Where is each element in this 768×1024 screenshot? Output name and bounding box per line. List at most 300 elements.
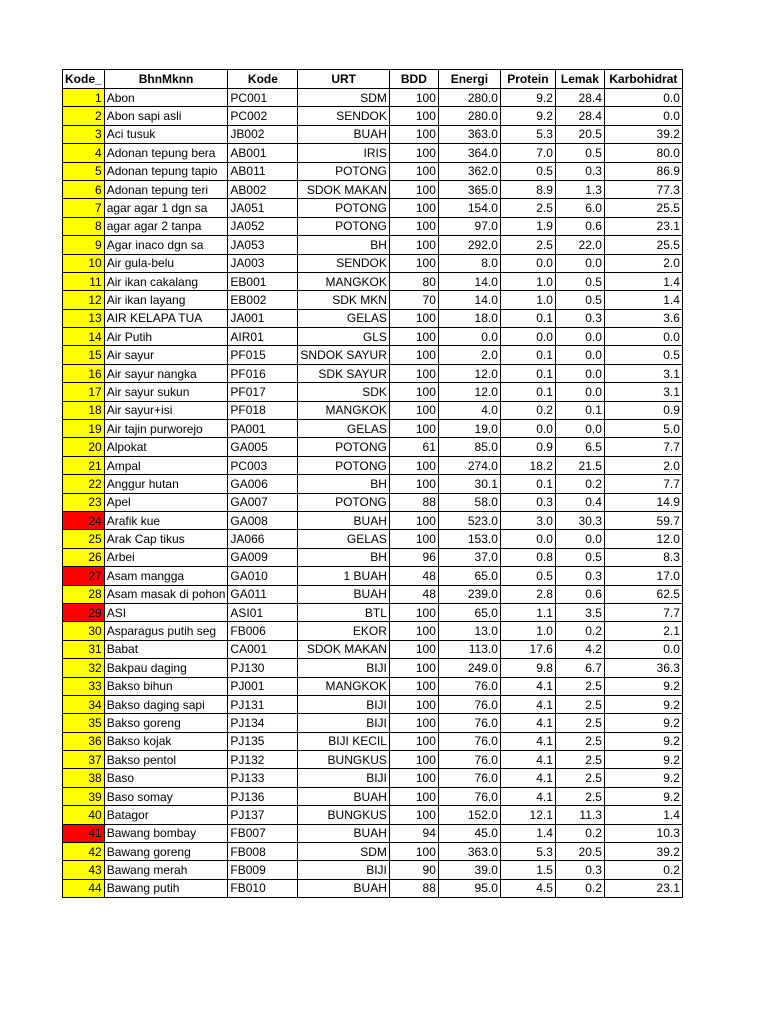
cell-bhnmknn[interactable]: Arak Cap tikus	[104, 530, 228, 548]
cell-no[interactable]: 26	[63, 548, 105, 566]
cell-urt[interactable]: SDM	[298, 843, 389, 861]
cell-karbohidrat[interactable]: 0.0	[604, 107, 682, 125]
cell-no[interactable]: 39	[63, 787, 105, 805]
cell-bhnmknn[interactable]: Anggur hutan	[104, 475, 228, 493]
cell-lemak[interactable]: 11.3	[555, 806, 604, 824]
cell-karbohidrat[interactable]: 3.1	[604, 383, 682, 401]
cell-bhnmknn[interactable]: Bawang bombay	[104, 824, 228, 842]
cell-bdd[interactable]: 100	[389, 530, 438, 548]
cell-lemak[interactable]: 30.3	[555, 511, 604, 529]
cell-lemak[interactable]: 0.1	[555, 401, 604, 419]
cell-kode[interactable]: FB009	[228, 861, 298, 879]
cell-no[interactable]: 7	[63, 199, 105, 217]
cell-lemak[interactable]: 6.7	[555, 659, 604, 677]
cell-kode[interactable]: FB008	[228, 843, 298, 861]
cell-energi[interactable]: 85.0	[438, 438, 500, 456]
cell-kode[interactable]: PJ135	[228, 732, 298, 750]
cell-bdd[interactable]: 100	[389, 659, 438, 677]
cell-protein[interactable]: 1.1	[500, 603, 555, 621]
cell-kode[interactable]: GA006	[228, 475, 298, 493]
cell-kode[interactable]: JA001	[228, 309, 298, 327]
cell-bdd[interactable]: 100	[389, 475, 438, 493]
cell-energi[interactable]: 113.0	[438, 640, 500, 658]
cell-bdd[interactable]: 100	[389, 806, 438, 824]
cell-lemak[interactable]: 0.6	[555, 217, 604, 235]
cell-bdd[interactable]: 100	[389, 751, 438, 769]
cell-urt[interactable]: SNDOK SAYUR	[298, 346, 389, 364]
cell-energi[interactable]: 19.0	[438, 420, 500, 438]
cell-protein[interactable]: 0.0	[500, 254, 555, 272]
cell-bdd[interactable]: 100	[389, 199, 438, 217]
cell-bhnmknn[interactable]: Batagor	[104, 806, 228, 824]
cell-energi[interactable]: 363.0	[438, 125, 500, 143]
cell-lemak[interactable]: 6.5	[555, 438, 604, 456]
cell-lemak[interactable]: 0.0	[555, 530, 604, 548]
cell-protein[interactable]: 0.1	[500, 364, 555, 382]
cell-bhnmknn[interactable]: Abon	[104, 89, 228, 107]
cell-kode[interactable]: FB010	[228, 879, 298, 897]
cell-protein[interactable]: 0.1	[500, 346, 555, 364]
cell-protein[interactable]: 0.0	[500, 530, 555, 548]
cell-energi[interactable]: 58.0	[438, 493, 500, 511]
cell-karbohidrat[interactable]: 62.5	[604, 585, 682, 603]
cell-no[interactable]: 19	[63, 420, 105, 438]
cell-karbohidrat[interactable]: 9.2	[604, 769, 682, 787]
cell-karbohidrat[interactable]: 80.0	[604, 144, 682, 162]
cell-urt[interactable]: BUNGKUS	[298, 751, 389, 769]
cell-kode[interactable]: PC003	[228, 456, 298, 474]
cell-urt[interactable]: BUAH	[298, 511, 389, 529]
cell-energi[interactable]: 14.0	[438, 272, 500, 290]
cell-karbohidrat[interactable]: 7.7	[604, 475, 682, 493]
cell-energi[interactable]: 152.0	[438, 806, 500, 824]
cell-lemak[interactable]: 2.5	[555, 769, 604, 787]
cell-bdd[interactable]: 48	[389, 585, 438, 603]
cell-no[interactable]: 3	[63, 125, 105, 143]
cell-karbohidrat[interactable]: 8.3	[604, 548, 682, 566]
cell-no[interactable]: 16	[63, 364, 105, 382]
cell-no[interactable]: 30	[63, 622, 105, 640]
cell-bhnmknn[interactable]: Aci tusuk	[104, 125, 228, 143]
cell-kode[interactable]: PJ131	[228, 695, 298, 713]
cell-no[interactable]: 12	[63, 291, 105, 309]
cell-bhnmknn[interactable]: Babat	[104, 640, 228, 658]
cell-bdd[interactable]: 100	[389, 787, 438, 805]
cell-protein[interactable]: 0.5	[500, 162, 555, 180]
cell-urt[interactable]: MANGKOK	[298, 401, 389, 419]
cell-energi[interactable]: 65.0	[438, 567, 500, 585]
cell-bhnmknn[interactable]: Asparagus putih seg	[104, 622, 228, 640]
cell-no[interactable]: 28	[63, 585, 105, 603]
cell-kode[interactable]: GA008	[228, 511, 298, 529]
cell-bhnmknn[interactable]: Bakso pentol	[104, 751, 228, 769]
cell-energi[interactable]: 76.0	[438, 714, 500, 732]
cell-lemak[interactable]: 1.3	[555, 180, 604, 198]
cell-urt[interactable]: BH	[298, 475, 389, 493]
cell-urt[interactable]: GLS	[298, 328, 389, 346]
cell-no[interactable]: 38	[63, 769, 105, 787]
cell-karbohidrat[interactable]: 2.0	[604, 254, 682, 272]
cell-protein[interactable]: 2.5	[500, 199, 555, 217]
cell-no[interactable]: 9	[63, 236, 105, 254]
cell-karbohidrat[interactable]: 0.0	[604, 640, 682, 658]
cell-bhnmknn[interactable]: AIR KELAPA TUA	[104, 309, 228, 327]
cell-kode[interactable]: ASI01	[228, 603, 298, 621]
cell-bhnmknn[interactable]: Air Putih	[104, 328, 228, 346]
header-bhnmknn[interactable]: BhnMknn	[104, 70, 228, 89]
cell-protein[interactable]: 1.0	[500, 291, 555, 309]
cell-lemak[interactable]: 0.3	[555, 567, 604, 585]
cell-bdd[interactable]: 94	[389, 824, 438, 842]
cell-no[interactable]: 24	[63, 511, 105, 529]
cell-kode[interactable]: PF017	[228, 383, 298, 401]
cell-protein[interactable]: 1.5	[500, 861, 555, 879]
cell-kode[interactable]: JA053	[228, 236, 298, 254]
header-kode[interactable]: Kode	[228, 70, 298, 89]
cell-karbohidrat[interactable]: 0.9	[604, 401, 682, 419]
cell-bdd[interactable]: 100	[389, 346, 438, 364]
cell-bhnmknn[interactable]: Adonan tepung bera	[104, 144, 228, 162]
cell-protein[interactable]: 9.2	[500, 107, 555, 125]
cell-bdd[interactable]: 100	[389, 309, 438, 327]
cell-lemak[interactable]: 0.5	[555, 272, 604, 290]
cell-kode[interactable]: EB002	[228, 291, 298, 309]
cell-bdd[interactable]: 100	[389, 217, 438, 235]
cell-urt[interactable]: GELAS	[298, 420, 389, 438]
cell-bdd[interactable]: 80	[389, 272, 438, 290]
cell-lemak[interactable]: 2.5	[555, 714, 604, 732]
cell-karbohidrat[interactable]: 5.0	[604, 420, 682, 438]
cell-no[interactable]: 10	[63, 254, 105, 272]
cell-bhnmknn[interactable]: Adonan tepung teri	[104, 180, 228, 198]
cell-protein[interactable]: 2.5	[500, 236, 555, 254]
cell-karbohidrat[interactable]: 14.9	[604, 493, 682, 511]
cell-bdd[interactable]: 100	[389, 364, 438, 382]
cell-karbohidrat[interactable]: 9.2	[604, 677, 682, 695]
cell-kode[interactable]: JB002	[228, 125, 298, 143]
cell-energi[interactable]: 274.0	[438, 456, 500, 474]
cell-karbohidrat[interactable]: 0.2	[604, 861, 682, 879]
cell-protein[interactable]: 9.8	[500, 659, 555, 677]
cell-no[interactable]: 23	[63, 493, 105, 511]
cell-protein[interactable]: 0.1	[500, 309, 555, 327]
cell-urt[interactable]: BUNGKUS	[298, 806, 389, 824]
cell-bhnmknn[interactable]: Baso somay	[104, 787, 228, 805]
cell-no[interactable]: 37	[63, 751, 105, 769]
cell-kode[interactable]: JA003	[228, 254, 298, 272]
cell-protein[interactable]: 4.1	[500, 677, 555, 695]
cell-karbohidrat[interactable]: 3.1	[604, 364, 682, 382]
cell-kode[interactable]: JA052	[228, 217, 298, 235]
cell-no[interactable]: 22	[63, 475, 105, 493]
header-karbohidrat[interactable]: Karbohidrat	[604, 70, 682, 89]
cell-lemak[interactable]: 4.2	[555, 640, 604, 658]
cell-energi[interactable]: 153.0	[438, 530, 500, 548]
cell-energi[interactable]: 45.0	[438, 824, 500, 842]
cell-urt[interactable]: POTONG	[298, 493, 389, 511]
cell-protein[interactable]: 0.8	[500, 548, 555, 566]
cell-bdd[interactable]: 100	[389, 383, 438, 401]
cell-karbohidrat[interactable]: 1.4	[604, 291, 682, 309]
cell-no[interactable]: 20	[63, 438, 105, 456]
cell-protein[interactable]: 3.0	[500, 511, 555, 529]
cell-lemak[interactable]: 0.0	[555, 254, 604, 272]
cell-no[interactable]: 33	[63, 677, 105, 695]
header-urt[interactable]: URT	[298, 70, 389, 89]
cell-bhnmknn[interactable]: Air ikan cakalang	[104, 272, 228, 290]
cell-kode[interactable]: GA005	[228, 438, 298, 456]
cell-urt[interactable]: SDK MKN	[298, 291, 389, 309]
cell-bdd[interactable]: 48	[389, 567, 438, 585]
cell-kode[interactable]: GA007	[228, 493, 298, 511]
cell-no[interactable]: 25	[63, 530, 105, 548]
cell-energi[interactable]: 97.0	[438, 217, 500, 235]
cell-urt[interactable]: GELAS	[298, 530, 389, 548]
cell-urt[interactable]: BIJI	[298, 714, 389, 732]
cell-urt[interactable]: BUAH	[298, 879, 389, 897]
cell-lemak[interactable]: 21.5	[555, 456, 604, 474]
cell-energi[interactable]: 12.0	[438, 383, 500, 401]
cell-bhnmknn[interactable]: Bakso daging sapi	[104, 695, 228, 713]
cell-bdd[interactable]: 100	[389, 236, 438, 254]
cell-no[interactable]: 11	[63, 272, 105, 290]
cell-bdd[interactable]: 100	[389, 254, 438, 272]
cell-bdd[interactable]: 100	[389, 125, 438, 143]
cell-no[interactable]: 32	[63, 659, 105, 677]
cell-urt[interactable]: BUAH	[298, 787, 389, 805]
cell-protein[interactable]: 0.0	[500, 328, 555, 346]
cell-bhnmknn[interactable]: Arbei	[104, 548, 228, 566]
cell-bhnmknn[interactable]: ASI	[104, 603, 228, 621]
cell-urt[interactable]: BIJI	[298, 861, 389, 879]
cell-karbohidrat[interactable]: 77.3	[604, 180, 682, 198]
cell-bdd[interactable]: 100	[389, 89, 438, 107]
cell-energi[interactable]: 76.0	[438, 769, 500, 787]
cell-urt[interactable]: MANGKOK	[298, 272, 389, 290]
cell-no[interactable]: 8	[63, 217, 105, 235]
cell-bdd[interactable]: 100	[389, 622, 438, 640]
cell-bhnmknn[interactable]: Arafik kue	[104, 511, 228, 529]
cell-protein[interactable]: 4.1	[500, 769, 555, 787]
header-energi[interactable]: Energi	[438, 70, 500, 89]
cell-protein[interactable]: 1.9	[500, 217, 555, 235]
cell-bhnmknn[interactable]: Bawang putih	[104, 879, 228, 897]
cell-karbohidrat[interactable]: 25.5	[604, 236, 682, 254]
cell-energi[interactable]: 2.0	[438, 346, 500, 364]
cell-kode[interactable]: JA066	[228, 530, 298, 548]
cell-protein[interactable]: 4.5	[500, 879, 555, 897]
cell-lemak[interactable]: 0.2	[555, 475, 604, 493]
cell-no[interactable]: 40	[63, 806, 105, 824]
cell-bdd[interactable]: 100	[389, 843, 438, 861]
cell-lemak[interactable]: 2.5	[555, 677, 604, 695]
cell-bhnmknn[interactable]: Asam mangga	[104, 567, 228, 585]
cell-no[interactable]: 36	[63, 732, 105, 750]
cell-energi[interactable]: 364.0	[438, 144, 500, 162]
cell-karbohidrat[interactable]: 1.4	[604, 272, 682, 290]
cell-bdd[interactable]: 100	[389, 511, 438, 529]
cell-bhnmknn[interactable]: Alpokat	[104, 438, 228, 456]
cell-kode[interactable]: JA051	[228, 199, 298, 217]
cell-bhnmknn[interactable]: Abon sapi asli	[104, 107, 228, 125]
cell-bhnmknn[interactable]: Apel	[104, 493, 228, 511]
cell-protein[interactable]: 0.0	[500, 420, 555, 438]
cell-urt[interactable]: BIJI	[298, 695, 389, 713]
cell-no[interactable]: 15	[63, 346, 105, 364]
cell-no[interactable]: 29	[63, 603, 105, 621]
cell-karbohidrat[interactable]: 3.6	[604, 309, 682, 327]
cell-energi[interactable]: 37.0	[438, 548, 500, 566]
cell-urt[interactable]: SDM	[298, 89, 389, 107]
cell-protein[interactable]: 4.1	[500, 787, 555, 805]
cell-kode[interactable]: PC001	[228, 89, 298, 107]
cell-kode[interactable]: PF015	[228, 346, 298, 364]
cell-energi[interactable]: 76.0	[438, 677, 500, 695]
cell-lemak[interactable]: 28.4	[555, 89, 604, 107]
cell-karbohidrat[interactable]: 23.1	[604, 217, 682, 235]
header-kode-no[interactable]: Kode_	[63, 70, 105, 89]
cell-bdd[interactable]: 100	[389, 603, 438, 621]
cell-urt[interactable]: SDK	[298, 383, 389, 401]
cell-lemak[interactable]: 0.4	[555, 493, 604, 511]
cell-lemak[interactable]: 0.5	[555, 144, 604, 162]
cell-urt[interactable]: SDOK MAKAN	[298, 640, 389, 658]
cell-urt[interactable]: BIJI	[298, 659, 389, 677]
cell-lemak[interactable]: 28.4	[555, 107, 604, 125]
cell-bdd[interactable]: 100	[389, 714, 438, 732]
cell-lemak[interactable]: 0.2	[555, 879, 604, 897]
cell-karbohidrat[interactable]: 0.0	[604, 89, 682, 107]
cell-urt[interactable]: POTONG	[298, 456, 389, 474]
cell-no[interactable]: 2	[63, 107, 105, 125]
cell-bdd[interactable]: 100	[389, 328, 438, 346]
cell-protein[interactable]: 1.0	[500, 622, 555, 640]
cell-karbohidrat[interactable]: 59.7	[604, 511, 682, 529]
cell-bdd[interactable]: 100	[389, 401, 438, 419]
cell-bdd[interactable]: 100	[389, 144, 438, 162]
cell-bdd[interactable]: 100	[389, 180, 438, 198]
cell-energi[interactable]: 280.0	[438, 89, 500, 107]
cell-karbohidrat[interactable]: 2.1	[604, 622, 682, 640]
cell-energi[interactable]: 239.0	[438, 585, 500, 603]
cell-urt[interactable]: POTONG	[298, 199, 389, 217]
cell-kode[interactable]: PA001	[228, 420, 298, 438]
cell-kode[interactable]: PF018	[228, 401, 298, 419]
cell-kode[interactable]: FB006	[228, 622, 298, 640]
cell-urt[interactable]: MANGKOK	[298, 677, 389, 695]
cell-protein[interactable]: 9.2	[500, 89, 555, 107]
cell-energi[interactable]: 14.0	[438, 291, 500, 309]
cell-lemak[interactable]: 0.5	[555, 548, 604, 566]
cell-bhnmknn[interactable]: Asam masak di pohon	[104, 585, 228, 603]
cell-karbohidrat[interactable]: 7.7	[604, 603, 682, 621]
cell-kode[interactable]: PF016	[228, 364, 298, 382]
cell-bdd[interactable]: 61	[389, 438, 438, 456]
cell-bhnmknn[interactable]: Bawang goreng	[104, 843, 228, 861]
cell-no[interactable]: 1	[63, 89, 105, 107]
cell-lemak[interactable]: 20.5	[555, 125, 604, 143]
cell-bhnmknn[interactable]: Air sayur nangka	[104, 364, 228, 382]
cell-bdd[interactable]: 88	[389, 879, 438, 897]
cell-no[interactable]: 31	[63, 640, 105, 658]
cell-bhnmknn[interactable]: Bakso kojak	[104, 732, 228, 750]
cell-bhnmknn[interactable]: Air gula-belu	[104, 254, 228, 272]
cell-no[interactable]: 17	[63, 383, 105, 401]
cell-energi[interactable]: 39.0	[438, 861, 500, 879]
cell-urt[interactable]: BIJI	[298, 769, 389, 787]
cell-lemak[interactable]: 0.0	[555, 420, 604, 438]
cell-energi[interactable]: 65.0	[438, 603, 500, 621]
cell-energi[interactable]: 280.0	[438, 107, 500, 125]
cell-kode[interactable]: AB001	[228, 144, 298, 162]
cell-no[interactable]: 14	[63, 328, 105, 346]
cell-kode[interactable]: GA010	[228, 567, 298, 585]
cell-lemak[interactable]: 3.5	[555, 603, 604, 621]
cell-energi[interactable]: 95.0	[438, 879, 500, 897]
cell-bdd[interactable]: 90	[389, 861, 438, 879]
cell-karbohidrat[interactable]: 23.1	[604, 879, 682, 897]
cell-karbohidrat[interactable]: 9.2	[604, 751, 682, 769]
cell-karbohidrat[interactable]: 9.2	[604, 695, 682, 713]
cell-protein[interactable]: 18.2	[500, 456, 555, 474]
cell-lemak[interactable]: 0.0	[555, 364, 604, 382]
cell-lemak[interactable]: 0.5	[555, 291, 604, 309]
cell-kode[interactable]: PJ130	[228, 659, 298, 677]
cell-bdd[interactable]: 100	[389, 107, 438, 125]
cell-energi[interactable]: 362.0	[438, 162, 500, 180]
cell-kode[interactable]: PC002	[228, 107, 298, 125]
cell-lemak[interactable]: 0.3	[555, 861, 604, 879]
cell-karbohidrat[interactable]: 17.0	[604, 567, 682, 585]
cell-energi[interactable]: 523.0	[438, 511, 500, 529]
cell-urt[interactable]: IRIS	[298, 144, 389, 162]
cell-bhnmknn[interactable]: Bakpau daging	[104, 659, 228, 677]
cell-energi[interactable]: 76.0	[438, 751, 500, 769]
cell-energi[interactable]: 292.0	[438, 236, 500, 254]
cell-protein[interactable]: 0.5	[500, 567, 555, 585]
cell-kode[interactable]: GA009	[228, 548, 298, 566]
cell-energi[interactable]: 154.0	[438, 199, 500, 217]
cell-lemak[interactable]: 2.5	[555, 732, 604, 750]
cell-kode[interactable]: AB002	[228, 180, 298, 198]
cell-kode[interactable]: PJ134	[228, 714, 298, 732]
cell-lemak[interactable]: 0.0	[555, 383, 604, 401]
cell-no[interactable]: 34	[63, 695, 105, 713]
cell-energi[interactable]: 18.0	[438, 309, 500, 327]
cell-karbohidrat[interactable]: 86.9	[604, 162, 682, 180]
cell-bhnmknn[interactable]: Air sayur sukun	[104, 383, 228, 401]
cell-karbohidrat[interactable]: 39.2	[604, 843, 682, 861]
cell-urt[interactable]: SDOK MAKAN	[298, 180, 389, 198]
cell-urt[interactable]: SENDOK	[298, 107, 389, 125]
cell-protein[interactable]: 7.0	[500, 144, 555, 162]
cell-urt[interactable]: BUAH	[298, 125, 389, 143]
cell-protein[interactable]: 0.2	[500, 401, 555, 419]
cell-urt[interactable]: POTONG	[298, 217, 389, 235]
cell-karbohidrat[interactable]: 12.0	[604, 530, 682, 548]
cell-energi[interactable]: 249.0	[438, 659, 500, 677]
cell-urt[interactable]: GELAS	[298, 309, 389, 327]
cell-energi[interactable]: 30.1	[438, 475, 500, 493]
cell-karbohidrat[interactable]: 2.0	[604, 456, 682, 474]
cell-protein[interactable]: 1.4	[500, 824, 555, 842]
cell-protein[interactable]: 4.1	[500, 695, 555, 713]
cell-urt[interactable]: 1 BUAH	[298, 567, 389, 585]
cell-protein[interactable]: 1.0	[500, 272, 555, 290]
cell-kode[interactable]: CA001	[228, 640, 298, 658]
cell-bhnmknn[interactable]: Adonan tepung tapio	[104, 162, 228, 180]
cell-no[interactable]: 5	[63, 162, 105, 180]
